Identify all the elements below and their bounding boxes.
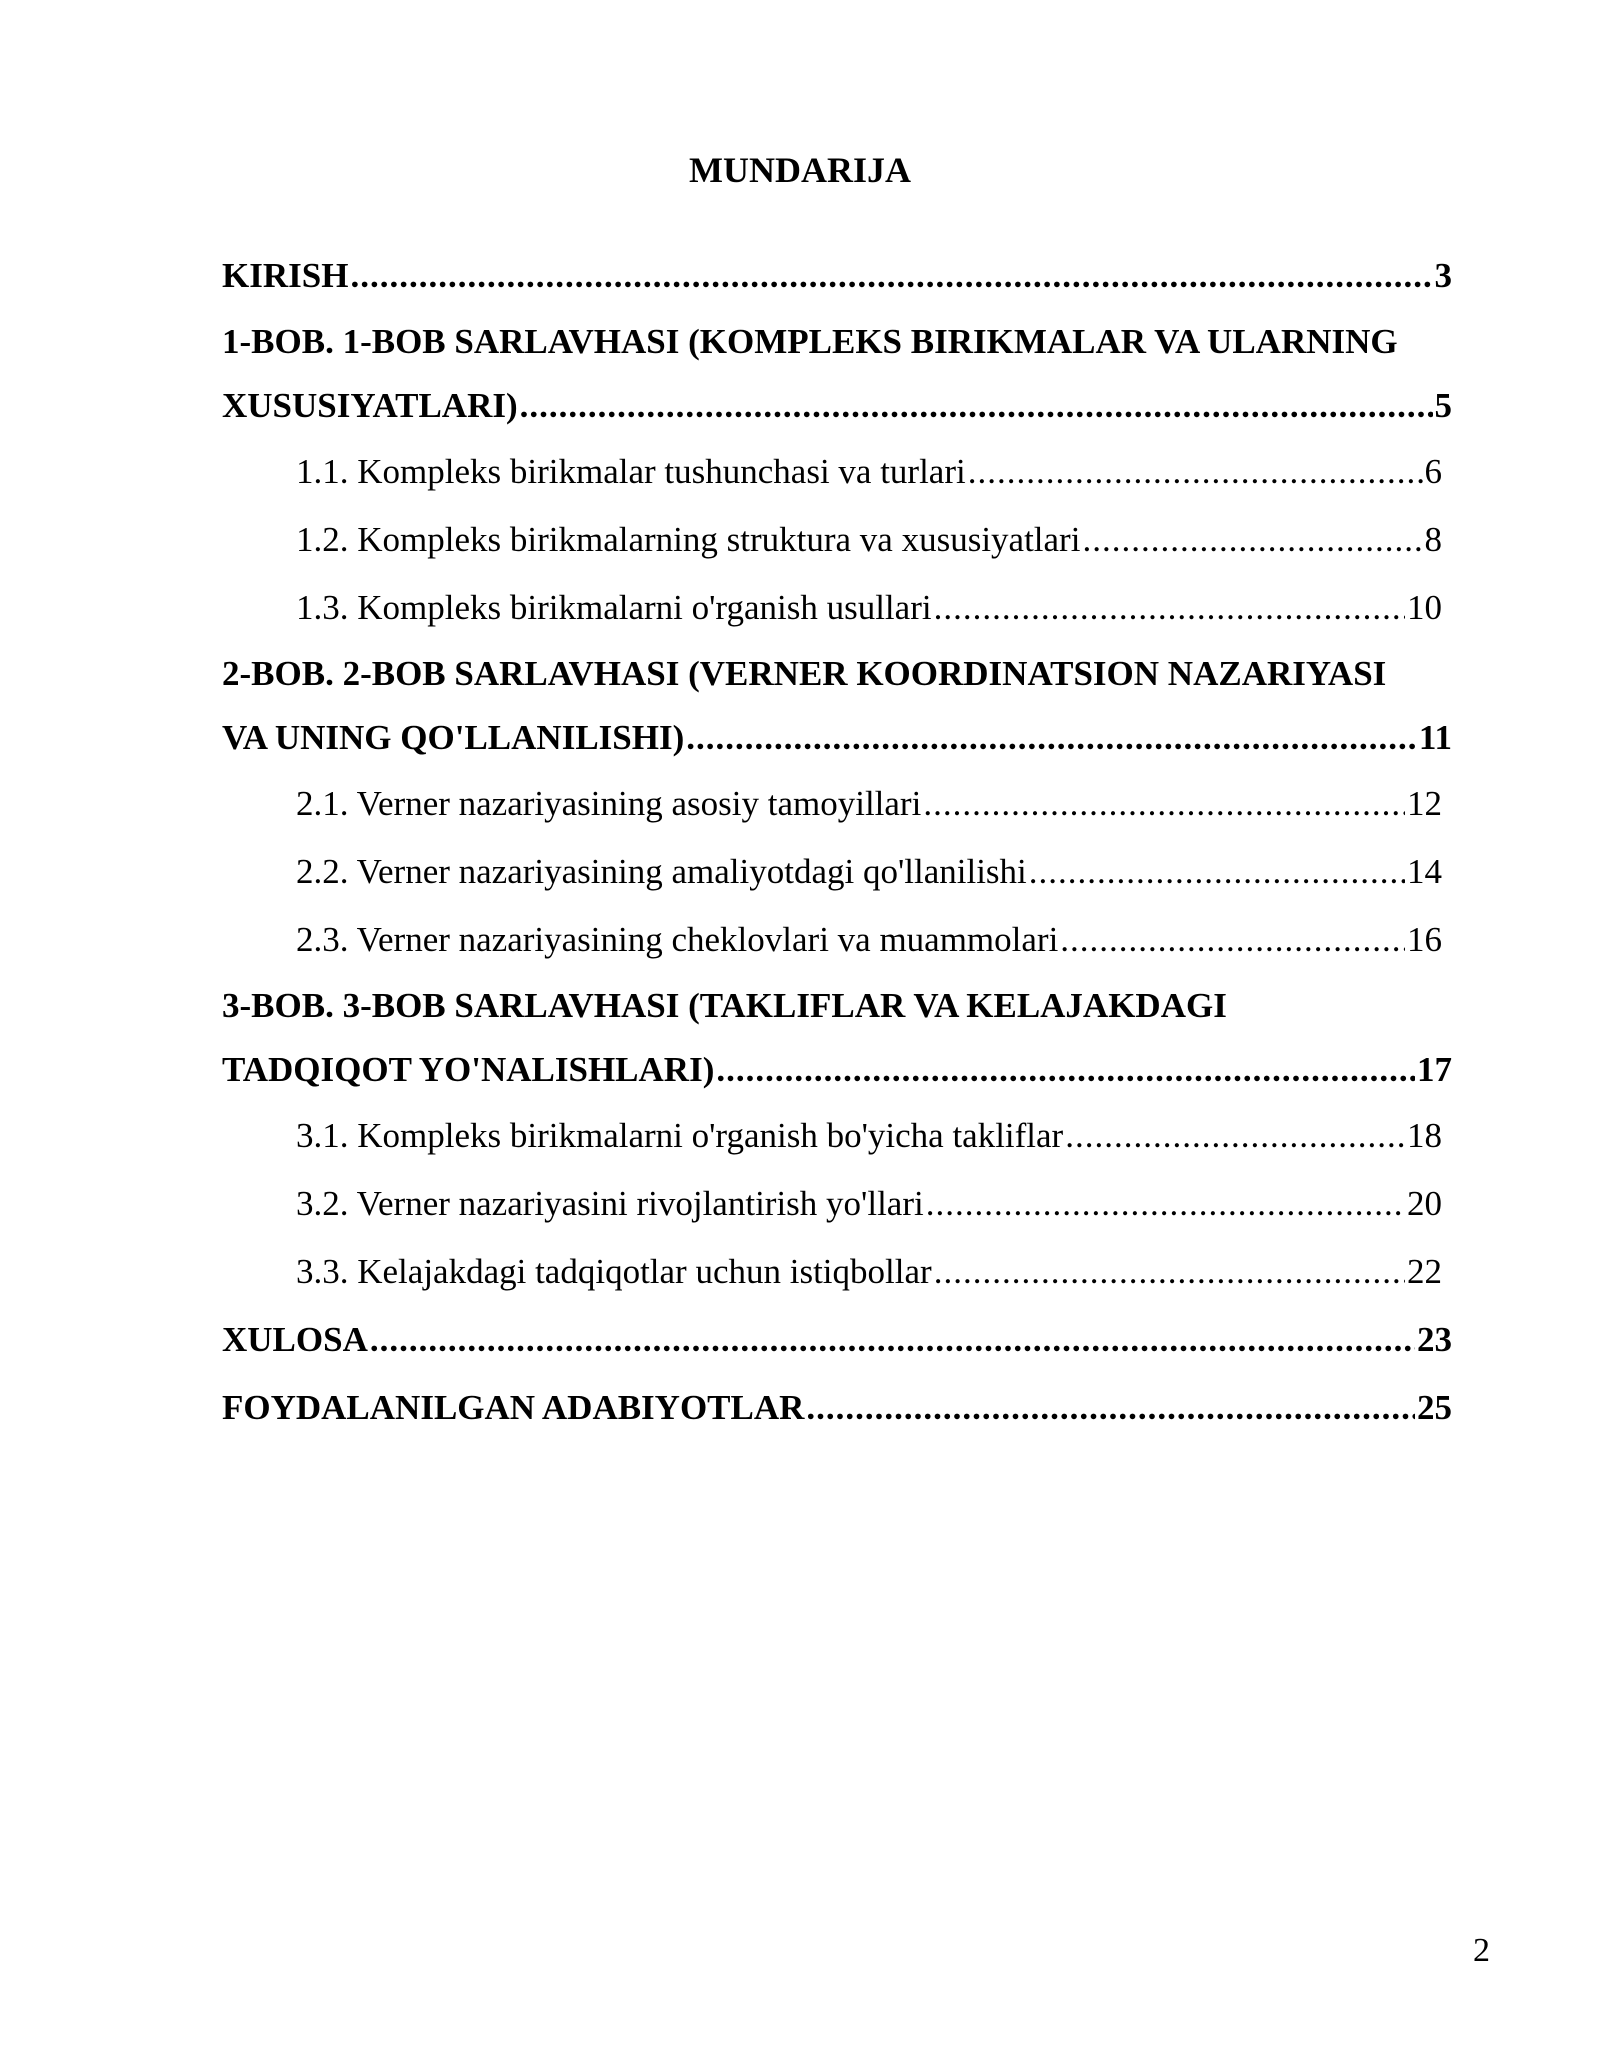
toc-entry-chapter-1[interactable]	[222, 310, 1452, 374]
toc-entry-text: 2.3. Verner nazariyasining cheklovlari va muammolari	[296, 920, 1059, 959]
toc-entry-section-2-3[interactable]	[222, 906, 1443, 974]
toc-page-number: 11	[1418, 718, 1452, 757]
toc-page-number: 3	[1434, 256, 1452, 295]
toc-title: MUNDARIJA	[689, 150, 911, 190]
toc-entry-section-1-3[interactable]	[222, 574, 1443, 642]
toc-entry-text-line1: 3-BOB. 3-BOB SARLAVHASI (TAKLIFLAR VA KELAJAKDAGI	[222, 986, 1227, 1025]
toc-page-number: 14	[1407, 852, 1442, 891]
dot-leader	[934, 1238, 1405, 1306]
toc-entry-text: 3.3. Kelajakdagi tadqiqotlar uchun istiqbollar	[296, 1252, 932, 1291]
toc-entry-section-3-3[interactable]	[222, 1238, 1443, 1306]
toc-entry-xulosa[interactable]	[222, 1306, 1452, 1374]
dot-leader	[806, 1374, 1415, 1442]
toc-page-number: 10	[1407, 588, 1442, 627]
toc-entry-section-1-1[interactable]	[222, 438, 1443, 506]
toc-entry-section-2-2[interactable]	[222, 838, 1443, 906]
toc-page-number: 6	[1424, 452, 1442, 491]
toc-page-number: 12	[1407, 784, 1442, 823]
toc-entry-references[interactable]	[222, 1374, 1452, 1442]
toc-entry-chapter-2[interactable]	[222, 642, 1452, 706]
toc-entry-chapter-1-cont[interactable]	[222, 374, 1452, 438]
toc-entry-chapter-3-cont[interactable]	[222, 1038, 1452, 1102]
page-number: 2	[1473, 1932, 1490, 1969]
dot-leader	[926, 1170, 1405, 1238]
table-of-contents	[222, 242, 1452, 1442]
dot-leader	[923, 770, 1405, 838]
toc-entry-text-line2: VA UNING QO'LLANILISHI)	[222, 718, 685, 757]
dot-leader	[934, 574, 1405, 642]
toc-entry-text: FOYDALANILGAN ADABIYOTLAR	[222, 1388, 805, 1427]
toc-entry-text-line2: XUSUSIYATLARI)	[222, 386, 518, 425]
toc-entry-chapter-2-cont[interactable]	[222, 706, 1452, 770]
toc-page-number: 8	[1424, 520, 1442, 559]
dot-leader	[1029, 838, 1405, 906]
toc-entry-text: XULOSA	[222, 1320, 368, 1359]
toc-entry-text: 1.2. Kompleks birikmalarning struktura va xususiyatlari	[296, 520, 1081, 559]
toc-page-number: 16	[1407, 920, 1442, 959]
toc-entry-section-3-2[interactable]	[222, 1170, 1443, 1238]
toc-page-number: 23	[1417, 1320, 1452, 1359]
dot-leader	[1065, 1102, 1405, 1170]
dot-leader	[370, 1306, 1415, 1374]
dot-leader	[716, 1038, 1415, 1102]
toc-page-number: 17	[1417, 1050, 1452, 1089]
toc-entry-chapter-3[interactable]	[222, 974, 1452, 1038]
toc-entry-section-2-1[interactable]	[222, 770, 1443, 838]
dot-leader	[968, 438, 1423, 506]
toc-entry-text: 3.1. Kompleks birikmalarni o'rganish bo'yicha takliflar	[296, 1116, 1064, 1155]
toc-entry-text: 2.1. Verner nazariyasining asosiy tamoyillari	[296, 784, 922, 823]
toc-page-number: 25	[1417, 1388, 1452, 1427]
toc-entry-section-1-2[interactable]	[222, 506, 1443, 574]
toc-page-number: 5	[1434, 386, 1452, 425]
toc-entry-text: KIRISH	[222, 256, 349, 295]
toc-entry-section-3-1[interactable]	[222, 1102, 1443, 1170]
toc-entry-text-line2: TADQIQOT YO'NALISHLARI)	[222, 1050, 715, 1089]
toc-entry-text-line1: 2-BOB. 2-BOB SARLAVHASI (VERNER KOORDINATSION NAZARIYASI	[222, 654, 1387, 693]
toc-page-number: 20	[1407, 1184, 1442, 1223]
toc-page-number: 22	[1407, 1252, 1442, 1291]
dot-leader	[350, 242, 1432, 310]
dot-leader	[1082, 506, 1422, 574]
toc-entry-text: 1.3. Kompleks birikmalarni o'rganish usullari	[296, 588, 932, 627]
dot-leader	[1060, 906, 1405, 974]
toc-entry-text: 2.2. Verner nazariyasining amaliyotdagi qo'llanilishi	[296, 852, 1027, 891]
dot-leader	[686, 706, 1417, 770]
toc-entry-text-line1: 1-BOB. 1-BOB SARLAVHASI (KOMPLEKS BIRIKMALAR VA ULARNING	[222, 322, 1398, 361]
toc-entry-kirish[interactable]	[222, 242, 1452, 310]
dot-leader	[520, 374, 1433, 438]
toc-page-number: 18	[1407, 1116, 1442, 1155]
toc-entry-text: 3.2. Verner nazariyasini rivojlantirish yo'llari	[296, 1184, 924, 1223]
toc-entry-text: 1.1. Kompleks birikmalar tushunchasi va turlari	[296, 452, 966, 491]
